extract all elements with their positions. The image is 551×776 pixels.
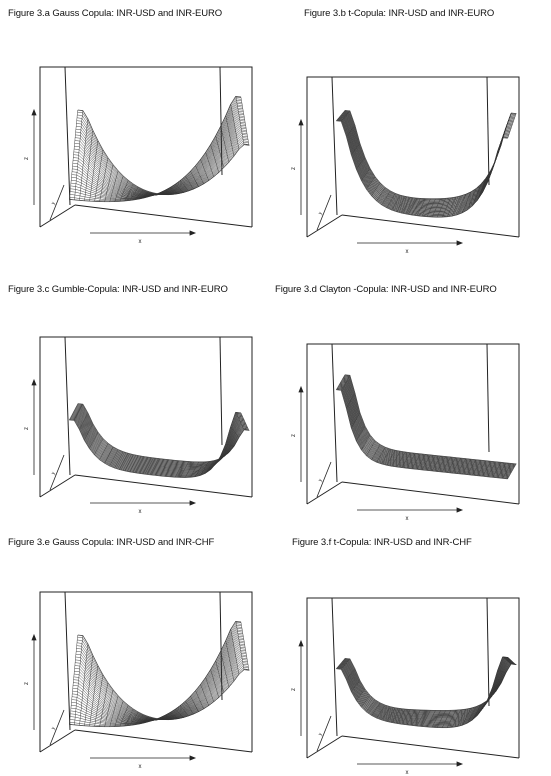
surface-plot-e bbox=[24, 580, 255, 770]
figure-3c-plot bbox=[24, 325, 255, 515]
y-axis-label: y bbox=[50, 201, 57, 206]
x-axis-label: x bbox=[405, 770, 409, 776]
caption-figure-3f: Figure 3.f t-Copula: INR-USD and INR-CHF bbox=[292, 537, 472, 548]
z-axis-label: z bbox=[24, 427, 30, 430]
y-axis-label: y bbox=[317, 478, 324, 483]
z-axis-label: z bbox=[291, 167, 297, 170]
surface-mesh bbox=[69, 621, 249, 727]
y-axis-label: y bbox=[50, 471, 57, 476]
figure-3d-plot bbox=[291, 332, 522, 522]
y-axis-label: y bbox=[317, 732, 324, 737]
surface-mesh bbox=[336, 375, 516, 479]
x-axis-label: x bbox=[138, 239, 142, 245]
z-axis-label: z bbox=[24, 682, 30, 685]
surface-mesh bbox=[69, 96, 249, 202]
z-axis-label: z bbox=[24, 157, 30, 160]
surface-plot-b bbox=[291, 65, 522, 255]
surface-mesh bbox=[336, 657, 516, 728]
figure-3e-plot bbox=[24, 580, 255, 770]
y-axis-label: y bbox=[50, 726, 57, 731]
x-axis-label: x bbox=[138, 509, 142, 515]
surface-mesh bbox=[336, 110, 516, 217]
z-axis-label: z bbox=[291, 434, 297, 437]
figure-3b-plot bbox=[291, 65, 522, 255]
x-axis-label: x bbox=[405, 249, 409, 255]
surface-plot-f bbox=[291, 586, 522, 776]
figure-3a-plot bbox=[24, 55, 255, 245]
surface-plot-a bbox=[24, 55, 255, 245]
z-axis-label: z bbox=[291, 688, 297, 691]
caption-figure-3b: Figure 3.b t-Copula: INR-USD and INR-EURO bbox=[304, 8, 495, 19]
surface-plot-d bbox=[291, 332, 522, 522]
caption-figure-3c: Figure 3.c Gumble-Copula: INR-USD and INR-EURO bbox=[8, 284, 228, 295]
plot-box bbox=[307, 598, 519, 758]
plot-box bbox=[307, 344, 519, 504]
caption-figure-3d: Figure 3.d Clayton -Copula: INR-USD and INR-EURO bbox=[275, 284, 497, 295]
x-axis-label: x bbox=[138, 764, 142, 770]
y-axis-label: y bbox=[317, 211, 324, 216]
figure-3f-plot bbox=[291, 586, 522, 776]
x-axis-label: x bbox=[405, 516, 409, 522]
surface-plot-c bbox=[24, 325, 255, 515]
caption-figure-3e: Figure 3.e Gauss Copula: INR-USD and INR-CHF bbox=[8, 537, 215, 548]
caption-figure-3a: Figure 3.a Gauss Copula: INR-USD and INR-EURO bbox=[8, 8, 223, 19]
